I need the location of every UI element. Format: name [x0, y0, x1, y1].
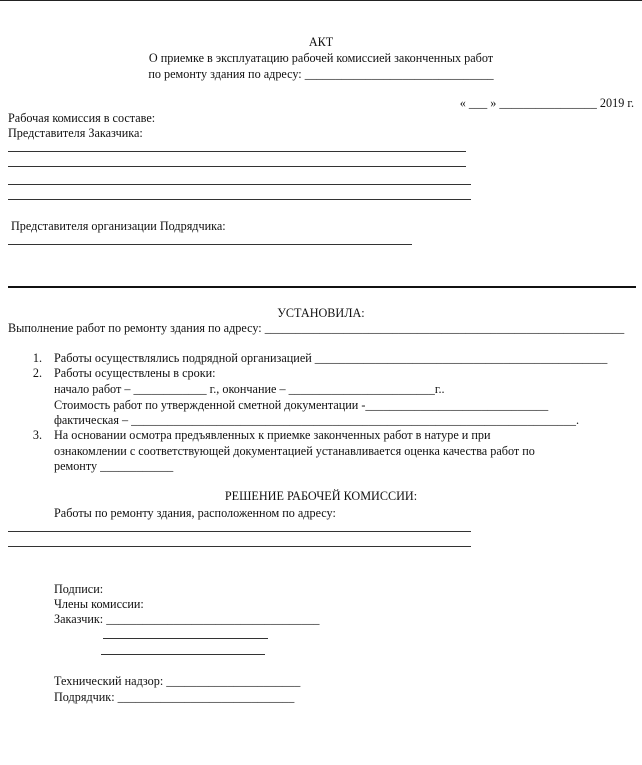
signature-blank-line — [101, 654, 265, 655]
list-number: 3. — [32, 428, 42, 442]
list-item — [32, 366, 216, 380]
list-text: Работы осуществлялись подрядной организацией ________________________________________________ — [54, 351, 608, 365]
decision-text: Работы по ремонту здания, расположенном по адресу: — [54, 506, 336, 520]
members-label: Члены комиссии: — [54, 597, 144, 611]
list-text: Работы осуществлены в сроки: — [54, 366, 216, 380]
list-number: 2. — [32, 366, 42, 380]
signatures-label: Подписи: — [54, 582, 104, 596]
customer-blank-line — [8, 184, 471, 185]
document-subtitle: О приемке в эксплуатацию рабочей комиссией законченных работ — [148, 51, 494, 65]
contractor-blank-line — [8, 244, 412, 245]
decision-blank-line — [8, 546, 471, 547]
customer-blank-line — [8, 199, 471, 200]
signature-blank-line — [103, 638, 268, 639]
commission-intro: Рабочая комиссия в составе: — [8, 111, 156, 125]
list-item — [32, 351, 608, 365]
work-address-line: Выполнение работ по ремонту здания по адресу: ___________________________________________________________ — [8, 321, 625, 335]
address-line: по ремонту здания по адресу: _______________________________ — [148, 67, 494, 81]
list-item-continuation — [54, 444, 535, 458]
list-text: начало работ – ____________ г., окончание – ________________________г.. — [54, 382, 445, 396]
section-divider — [8, 286, 636, 288]
contractor-signature-line: Подрядчик: _____________________________ — [54, 690, 295, 704]
list-text: ремонту ____________ — [54, 459, 174, 473]
list-text: ознакомлении с соответствующей документацией устанавливается оценка качества работ по — [54, 444, 535, 458]
list-item-continuation — [54, 459, 173, 473]
customer-blank-line — [8, 166, 466, 167]
decision-blank-line — [8, 531, 471, 532]
list-text: На основании осмотра предъявленных к приемке законченных работ в натуре и при — [54, 428, 491, 442]
decision-heading: РЕШЕНИЕ РАБОЧЕЙ КОМИССИИ: — [224, 489, 418, 503]
supervision-signature-line: Технический надзор: ______________________ — [54, 674, 301, 688]
customer-blank-line — [8, 151, 466, 152]
list-text: фактическая – _________________________________________________________________________. — [54, 413, 579, 427]
contractor-representative-label: Представителя организации Подрядчика: — [11, 219, 226, 233]
date-line: « ___ » ________________ 2019 г. — [459, 96, 634, 110]
list-item-continuation — [54, 382, 445, 396]
list-item — [32, 428, 491, 442]
list-text: Стоимость работ по утвержденной сметной документации -______________________________ — [54, 398, 549, 412]
list-number: 1. — [32, 351, 42, 365]
top-border — [0, 0, 642, 1]
customer-signature-line: Заказчик: ___________________________________ — [54, 612, 320, 626]
established-heading: УСТАНОВИЛА: — [277, 306, 365, 320]
list-item-continuation — [54, 413, 579, 427]
customer-representative-label: Представителя Заказчика: — [8, 126, 143, 140]
list-item-continuation — [54, 398, 548, 412]
document-title: АКТ — [308, 35, 334, 49]
